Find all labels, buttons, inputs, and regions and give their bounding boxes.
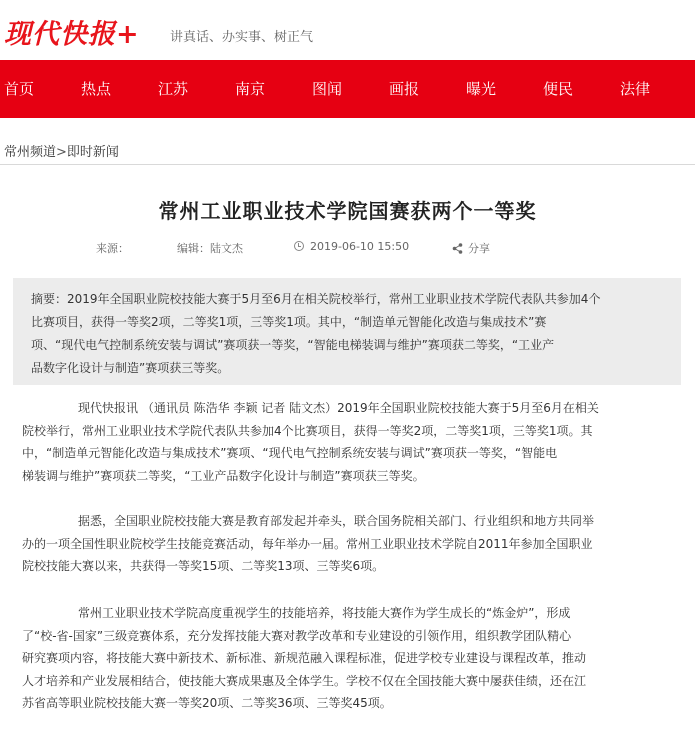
article-paragraph-1 <box>22 397 684 487</box>
article-source: 来源： <box>96 242 129 255</box>
site-slogan: 讲真话、办实事、树正气 <box>170 30 314 45</box>
breadcrumb-channel[interactable]: 常州频道 <box>4 145 57 160</box>
summary-line: 摘要：2019年全国职业院校技能大赛于5月至6月在相关院校举行，常州工业职业技术学院代表队共参加4个 <box>31 292 601 306</box>
article-title: 常州工业职业技术学院国赛获两个一等奖 <box>158 199 537 223</box>
article-paragraph-3 <box>22 602 684 715</box>
clock-icon <box>294 241 304 251</box>
breadcrumb-separator: > <box>56 145 67 160</box>
nav-item-hot[interactable]: 热点 <box>81 80 112 98</box>
paragraph-line: 办的一项全国性职业院校学生技能竞赛活动，每年举办一届。常州工业职业技术学院自2011年参加全国职业 <box>22 536 593 551</box>
share-button[interactable] <box>452 240 490 256</box>
paragraph-line: 了“校-省-国家”三级竞赛体系，充分发挥技能大赛对教学改革和专业建设的引领作用，组织教学团队精心 <box>22 628 572 643</box>
breadcrumb-section[interactable]: 即时新闻 <box>66 145 119 160</box>
summary-line: 项、“现代电气控制系统安装与调试”赛项获一等奖，“智能电梯装调与维护”赛项获二等奖，“工业产 <box>31 338 555 352</box>
paragraph-line: 人才培养和产业发展相结合，使技能大赛成果惠及全体学生。学校不仅在全国技能大赛中屡获佳绩，还在江 <box>22 673 587 688</box>
nav-item-photo-news[interactable]: 图闻 <box>312 80 343 98</box>
breadcrumb <box>4 141 119 160</box>
article-editor: 编辑：陆文杰 <box>177 242 243 255</box>
nav-item-exposure[interactable]: 曝光 <box>466 80 497 98</box>
paragraph-line: 常州工业职业技术学院高度重视学生的技能培养，将技能大赛作为学生成长的“炼金炉”，形成 <box>78 606 571 620</box>
paragraph-line: 据悉，全国职业院校技能大赛是教育部发起并牵头，联合国务院相关部门、行业组织和地方共同举 <box>78 514 595 528</box>
nav-item-services[interactable]: 便民 <box>543 80 574 98</box>
site-header <box>0 0 695 60</box>
paragraph-line: 中，“制造单元智能化改造与集成技术”赛项、“现代电气控制系统安装与调试”赛项获一等奖，“智能电 <box>22 446 558 460</box>
nav-item-home[interactable]: 首页 <box>4 80 35 98</box>
article-datetime-wrap <box>294 240 409 253</box>
paragraph-line: 现代快报讯 （通讯员 陈浩华 李颖 记者 陆文杰）2019年全国职业院校技能大赛于5月至6月在相关 <box>78 401 599 415</box>
summary-line: 品数字化设计与制造”赛项获三等奖。 <box>31 361 230 375</box>
article-datetime: 2019-06-10 15:50 <box>310 240 410 253</box>
article-summary <box>13 278 681 385</box>
site-logo[interactable]: 现代快报+ <box>4 19 140 50</box>
paragraph-line: 院校举行，常州工业职业技术学院代表队共参加4个比赛项目，获得一等奖2项，二等奖1项，三等奖1项。其 <box>22 423 593 438</box>
nav-item-nanjing[interactable]: 南京 <box>235 80 266 98</box>
share-icon <box>452 243 463 254</box>
summary-line: 比赛项目，获得一等奖2项，二等奖1项，三等奖1项。其中，“制造单元智能化改造与集成技术”赛 <box>31 315 547 329</box>
nav-item-jiangsu[interactable]: 江苏 <box>158 80 189 98</box>
nav-item-pictorial[interactable]: 画报 <box>389 80 420 98</box>
paragraph-line: 苏省高等职业院校技能大赛一等奖20项、二等奖36项、三等奖45项。 <box>22 696 392 710</box>
main-nav <box>0 60 695 118</box>
paragraph-line: 研究赛项内容，将技能大赛中新技术、新标准、新规范融入课程标准，促进学校专业建设与课程改革，推动 <box>22 651 587 665</box>
article-paragraph-2 <box>22 510 684 578</box>
paragraph-line: 梯装调与维护”赛项获二等奖，“工业产品数字化设计与制造”赛项获三等奖。 <box>22 468 425 483</box>
nav-item-law[interactable]: 法律 <box>620 80 651 98</box>
share-label: 分享 <box>468 242 490 255</box>
paragraph-line: 院校技能大赛以来，共获得一等奖15项、二等奖13项、三等奖6项。 <box>22 559 385 573</box>
divider <box>0 164 695 165</box>
